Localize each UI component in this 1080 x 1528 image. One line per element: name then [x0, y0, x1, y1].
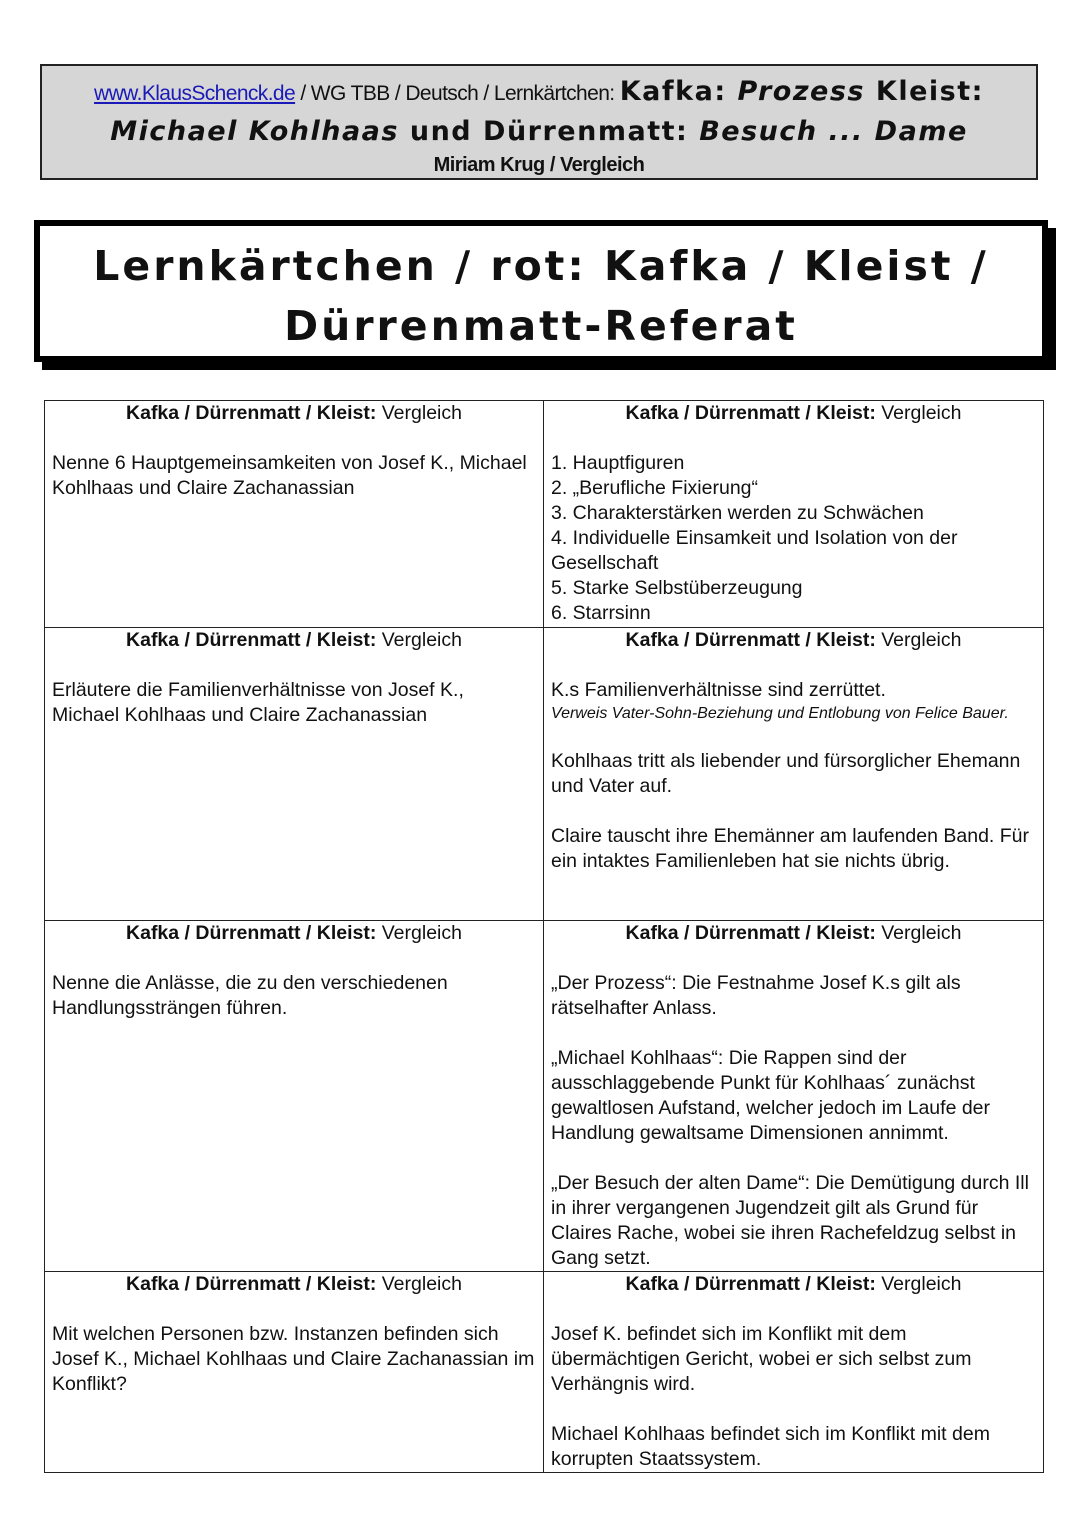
answer-paragraph: Kohlhaas tritt als liebender und fürsorglicher Ehemann und Vater auf. [551, 750, 1021, 797]
header-line-1 [42, 76, 1036, 107]
answer-text: K.s Familienverhältnisse sind zerrüttet. [551, 679, 886, 701]
answer-cell [544, 628, 1044, 921]
list-item: 6. Starrsinn [551, 602, 651, 624]
document-header [40, 64, 1038, 180]
header-und: und Dürrenmatt: [398, 116, 700, 147]
title-line-1: Lernkärtchen / rot: Kafka / Kleist / [93, 242, 989, 290]
answer-paragraph [551, 678, 1036, 724]
card-header: Kafka / Dürrenmatt / Kleist: Vergleich [126, 1273, 462, 1295]
list-item: 3. Charakterstärken werden zu Schwächen [551, 502, 924, 524]
list-item: 1. Hauptfiguren [551, 452, 685, 474]
card-header: Kafka / Dürrenmatt / Kleist: Vergleich [126, 922, 462, 944]
list-item: 4. Individuelle Einsamkeit und Isolation von der Gesellschaft [551, 527, 958, 574]
answer-paragraph: Michael Kohlhaas befindet sich im Konflikt mit dem korrupten Staatssystem. [551, 1423, 990, 1470]
list-item: 5. Starke Selbstüberzeugung [551, 577, 803, 599]
question-cell [45, 628, 544, 921]
answer-note: Verweis Vater-Sohn-Beziehung und Entlobung von Felice Bauer. [551, 705, 1009, 722]
flashcard-table [44, 400, 1044, 1473]
page-title [34, 220, 1048, 362]
flashcard-row [45, 401, 1044, 628]
header-kafka: Kafka: [619, 76, 738, 107]
header-prozess: Prozess [737, 76, 866, 107]
question-cell [45, 1272, 544, 1473]
header-kohlhaas: Michael Kohlhaas [110, 116, 399, 147]
card-header: Kafka / Dürrenmatt / Kleist: Vergleich [625, 402, 962, 424]
header-path: / WG TBB / Deutsch / Lernkärtchen: [295, 82, 620, 105]
answer-cell [544, 1272, 1044, 1473]
flashcard-row [45, 921, 1044, 1272]
answer-paragraph: „Der Besuch der alten Dame“: Die Demütigung durch Ill in ihrer vergangenen Jugendzeit gilt als Grund für Claires Rache, wobei sie ihren Rachefeldzug selbst in Gang setzt. [551, 1172, 1029, 1269]
answer-paragraph: Josef K. befindet sich im Konflikt mit dem übermächtigen Gericht, wobei er sich selbst zum Verhängnis wird. [551, 1323, 972, 1395]
answer-paragraph: „Der Prozess“: Die Festnahme Josef K.s gilt als rätselhafter Anlass. [551, 972, 961, 1019]
header-author: Miriam Krug / Vergleich [433, 154, 645, 176]
header-besuch: Besuch ... Dame [699, 116, 968, 147]
title-line-2: Dürrenmatt-Referat [284, 302, 798, 350]
flashcard-row [45, 628, 1044, 921]
question-cell [45, 401, 544, 628]
card-header: Kafka / Dürrenmatt / Kleist: Vergleich [126, 629, 462, 651]
card-header: Kafka / Dürrenmatt / Kleist: Vergleich [625, 922, 962, 944]
website-link[interactable]: www.KlausSchenck.de [94, 82, 296, 105]
question-text: Erläutere die Familienverhältnisse von Josef K., Michael Kohlhaas und Claire Zachanassian [52, 679, 464, 726]
card-header: Kafka / Dürrenmatt / Kleist: Vergleich [126, 402, 462, 424]
answer-cell [544, 401, 1044, 628]
question-cell [45, 921, 544, 1272]
question-text: Mit welchen Personen bzw. Instanzen befinden sich Josef K., Michael Kohlhaas und Claire Zachanassian im Konflikt? [52, 1323, 535, 1395]
answer-paragraph: Claire tauscht ihre Ehemänner am laufenden Band. Für ein intaktes Familienleben hat sie nichts übrig. [551, 825, 1030, 872]
answer-list [551, 451, 1036, 626]
header-kleist: Kleist: [865, 76, 984, 107]
answer-cell [544, 921, 1044, 1272]
card-header: Kafka / Dürrenmatt / Kleist: Vergleich [625, 629, 962, 651]
flashcard-row [45, 1272, 1044, 1473]
question-text: Nenne 6 Hauptgemeinsamkeiten von Josef K., Michael Kohlhaas und Claire Zachanassian [52, 452, 527, 499]
list-item: 2. „Berufliche Fixierung“ [551, 477, 758, 499]
question-text: Nenne die Anlässe, die zu den verschiedenen Handlungssträngen führen. [52, 972, 448, 1019]
card-header: Kafka / Dürrenmatt / Kleist: Vergleich [625, 1273, 962, 1295]
header-line-2 [42, 116, 1036, 147]
answer-paragraph: „Michael Kohlhaas“: Die Rappen sind der ausschlaggebende Punkt für Kohlhaas´ zunächst gewaltlosen Aufstand, welcher jedoch im Laufe der Handlung gewaltsame Dimensionen annimmt. [551, 1047, 991, 1144]
